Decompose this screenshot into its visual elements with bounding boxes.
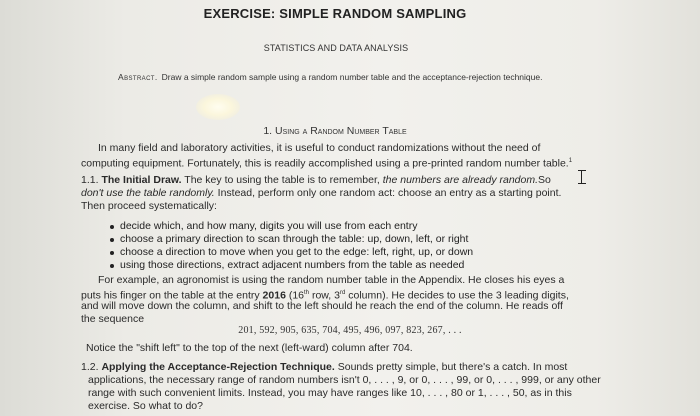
list-item: decide which, and how many, digits you will use from each entry (110, 220, 473, 233)
subsection-text: Sounds pretty simple, but there's a catch. In most (337, 361, 568, 373)
abstract-label: Abstract. (118, 72, 158, 82)
bullet-icon (110, 225, 114, 229)
paragraph-text: computing equipment. Fortunately, this is readily accomplished using a pre-printed random number table. (81, 157, 569, 170)
document-subtitle: STATISTICS AND DATA ANALYSIS (263, 43, 409, 53)
text-cursor-icon (581, 170, 590, 184)
subsection-line (81, 187, 561, 200)
light-glare (196, 94, 240, 120)
list-item: choose a direction to move when you get to the edge: left, right, up, or down (110, 246, 473, 259)
subsection-line (81, 361, 567, 374)
section-title: Using a Random Number Table (275, 125, 407, 137)
bullet-icon (110, 264, 114, 268)
document-title: EXERCISE: SIMPLE RANDOM SAMPLING (203, 6, 467, 21)
notice-line: Notice the "shift left" to the top of the next (left-ward) column after 704. (86, 342, 413, 354)
bullet-icon (110, 238, 114, 242)
subsection-line: applications, the necessary range of random numbers isn't 0, . . . , 9, or 0, . . . , 99, or 0, . . . , 999, or any other (88, 374, 601, 386)
subsection-line: range with such convenient limits. Instead, you may have ranges like 10, . . . , 80 or 1, . . . , 50, as in this (88, 387, 572, 399)
number-sequence: 201, 592, 905, 635, 704, 495, 496, 097, 823, 267, . . . (238, 325, 462, 336)
subsection-number: 1.2. (81, 361, 99, 373)
section-number: 1. (263, 125, 273, 137)
bullet-icon (110, 251, 114, 255)
bullet-list (110, 220, 473, 272)
list-item: using those directions, extract adjacent numbers from the table as needed (110, 259, 473, 272)
paragraph-line: In many field and laboratory activities, it is useful to conduct randomizations without the need of (98, 142, 541, 154)
footnote-mark: 1 (568, 158, 573, 164)
subsection-line: exercise. So what to do? (88, 400, 203, 412)
subsection-text: Instead, perform only one random act: choose an entry as a starting point. (217, 187, 562, 199)
example-line: and will move down the column, and shift to the left should he reach the end of the column. He reads off (81, 300, 563, 312)
subsection-italic: don't use the table randomly. (81, 187, 215, 199)
subsection-title: Applying the Acceptance-Rejection Technique. (101, 361, 335, 373)
section-heading (0, 125, 670, 137)
list-item: choose a primary direction to scan through the table: up, down, left, or right (110, 233, 473, 246)
abstract-text: Draw a simple random sample using a random number table and the acceptance-rejection technique. (161, 72, 543, 82)
example-line: For example, an agronomist is using the random number table in the Appendix. He closes his eyes a (98, 274, 565, 286)
abstract (118, 72, 542, 82)
subsection-title: The Initial Draw. (101, 174, 182, 186)
subsection-line: Then proceed systematically: (81, 200, 217, 212)
example-line: the sequence (81, 313, 145, 325)
subsection-line (81, 174, 551, 187)
paragraph-line (81, 155, 572, 171)
subsection-text: The key to using the table is to remember, (184, 174, 380, 186)
subsection-number: 1.1. (81, 174, 99, 186)
subsection-italic: the numbers are already random. (382, 174, 538, 186)
example-line: puts his finger on the table at the entry 2016 (16th row, 3rd column). He decides to use the 3 leading digits, (81, 289, 569, 302)
entry-number: 2016 (262, 289, 286, 302)
subsection-text: So (538, 174, 551, 186)
